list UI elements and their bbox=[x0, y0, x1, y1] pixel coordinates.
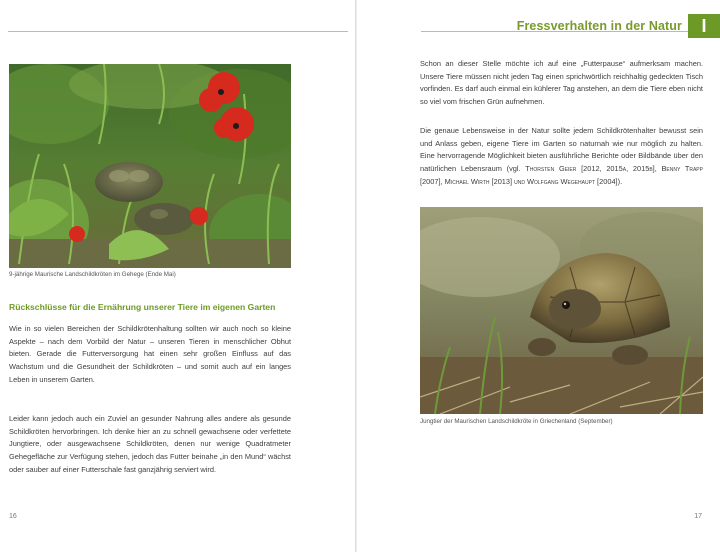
photo-tortoises-with-poppies bbox=[9, 64, 291, 268]
chapter-title: Fressverhalten in der Natur bbox=[516, 19, 682, 33]
right-page bbox=[357, 0, 720, 552]
conjunction-und: und bbox=[514, 176, 525, 186]
ref-geier: [2012, 2015 bbox=[576, 164, 623, 174]
header-rule-left bbox=[8, 31, 348, 32]
ref-wegehaupt: [2004]). bbox=[595, 176, 623, 186]
author-trapp: Benny Trapp bbox=[661, 164, 703, 174]
author-geier: Thorsten Geier bbox=[525, 164, 577, 174]
chapter-number-tab: I bbox=[688, 14, 720, 38]
ref-geier-end: ], bbox=[652, 164, 662, 174]
ref-geier-a: a bbox=[622, 164, 627, 174]
ref-geier-sep: , 2015 bbox=[626, 164, 650, 174]
photo-caption-right: Jungtier der Maurischen Landschildkröte in Griechenland (September) bbox=[420, 418, 613, 425]
section-heading: Rückschlüsse für die Ernährung unserer Tiere im eigenen Garten bbox=[9, 302, 276, 312]
photo-young-tortoise bbox=[420, 207, 703, 414]
author-wegehaupt: Wolfgang Wegehaupt bbox=[524, 176, 595, 186]
right-paragraph-1: Schon an dieser Stelle möchte ich auf eine „Futterpause“ aufmerksam machen. Unsere Tiere müssen nicht jeden Tag einen sprichwörtlich reichhaltig gedeckten Tisch vorfinden. Es darf auch einmal ein kühlerer Tag anstehen, an dem die Tiere eben nicht so viel vom frischen Grün aufnehmen. bbox=[420, 59, 703, 107]
left-page bbox=[0, 0, 356, 552]
page-number-left: 16 bbox=[9, 513, 17, 520]
photo-caption-left: 9-jährige Maurische Landschildkröten im Gehege (Ende Mai) bbox=[9, 271, 176, 278]
paragraph-2-text: Die genaue Lebensweise in der Natur sollte jedem Schildkrötenhalter bewusst sein und Anlass geben, eigene Tiere im Garten so naturnah wie nur möglich zu halten. Eine hervorragende Möglichkeit bieten ausführliche Berichte oder Bildbände über den natürlichen Lebensraum (vgl. bbox=[420, 126, 703, 174]
author-wirth: Michael Wirth bbox=[444, 176, 490, 186]
left-paragraph-2: Leider kann jedoch auch ein Zuviel an gesunder Nahrung alles andere als gesunde Schildkröten hervorbringen. Ich denke hier an zu schnell gewachsene oder verfettete Jungtiere, oder ausgewachsene Schildkröten, denen nur wenige Quadratmeter Gehegefläche zur Verfügung stehen, jedoch das Futter beinahe „in den Mund“ wächst oder sauber auf einer Futterschale fast ganzjährig serviert wird. bbox=[9, 414, 291, 474]
right-paragraph-2 bbox=[420, 125, 703, 189]
left-paragraph-1: Wie in so vielen Bereichen der Schildkrötenhaltung sollten wir auch noch so kleine Aspekte – nach dem Vorbild der Natur – unseren Tieren in menschlicher Obhut bieten. Gerade die Futterversorgung hat einen sehr großen Einfluss auf das Wachstum und die Gesundheit der Schildkröten – und somit auch auf ein langes Leben in unserem Garten. bbox=[9, 324, 291, 384]
ref-geier-b: b bbox=[649, 164, 653, 174]
ref-wirth: [2013] bbox=[489, 176, 515, 186]
ref-trapp: [2007], bbox=[420, 176, 445, 186]
page-number-right: 17 bbox=[694, 513, 702, 520]
garden-photo-illustration bbox=[9, 64, 291, 268]
tortoise-photo-illustration bbox=[420, 207, 703, 414]
